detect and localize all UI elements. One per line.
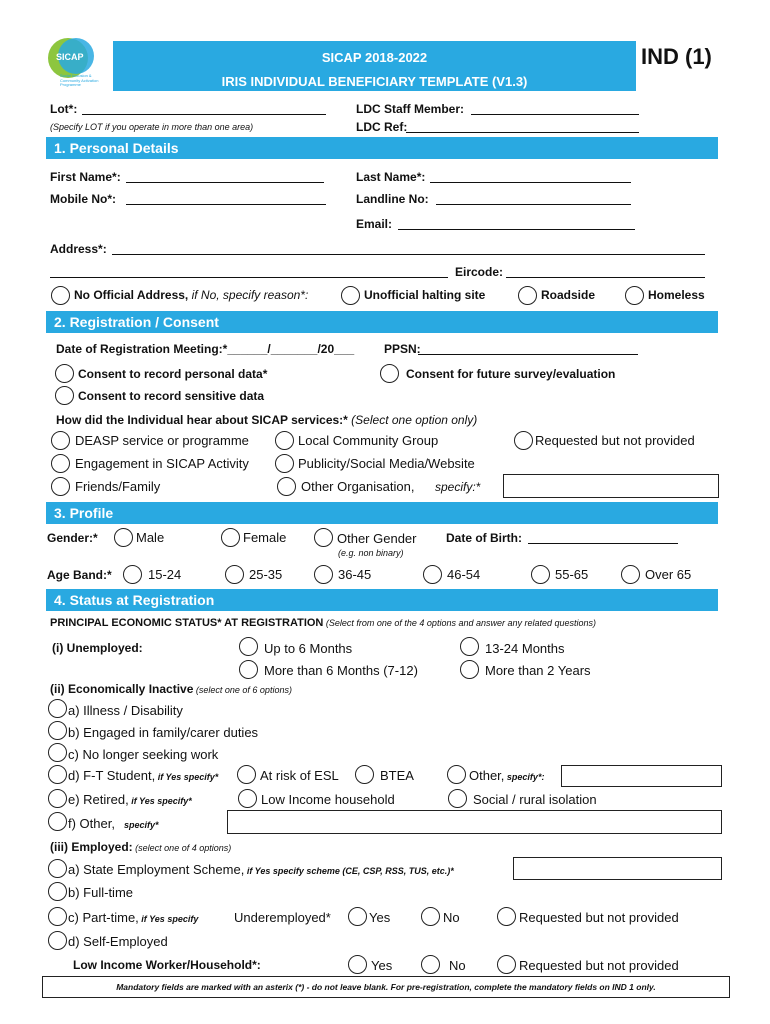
date-registration-label: Date of Registration Meeting:*______/_______/20___ [56,342,355,356]
age-55-65-radio[interactable] [531,565,550,584]
no-official-address-radio[interactable] [51,286,70,305]
inactive-e-radio[interactable] [48,789,67,808]
ldc-staff-field[interactable] [471,103,639,115]
gender-other-note: (e.g. non binary) [338,548,404,558]
address-field-2[interactable] [50,266,448,278]
low-worker-yes-radio[interactable] [348,955,367,974]
consent-sensitive-radio[interactable] [55,386,74,405]
hear-other-radio[interactable] [277,477,296,496]
low-income-household-radio[interactable] [238,789,257,808]
logo-subtext: Social Inclusion & Community Activation Programme [60,73,99,87]
unofficial-halting-label: Unofficial halting site [364,288,486,302]
section-status: 4. Status at Registration [46,589,718,611]
inactive-other-input[interactable] [561,765,722,787]
hear-friends-radio[interactable] [51,477,70,496]
hear-publicity-radio[interactable] [275,454,294,473]
underemployed-no-label: No [443,910,460,925]
hear-other-input[interactable] [503,474,719,498]
unemployed-7-12-label: More than 6 Months (7-12) [264,663,418,678]
eircode-field[interactable] [506,266,705,278]
employed-label: (iii) Employed: (select one of 4 options) [50,840,232,854]
underemployed-requested-label: Requested but not provided [519,910,679,925]
consent-personal-radio[interactable] [55,364,74,383]
hear-question: How did the Individual hear about SICAP services:* (Select one option only) [56,413,478,427]
address-field-1[interactable] [112,243,705,255]
age-band-label: Age Band:* [47,568,112,582]
low-worker-yes-label: Yes [371,958,393,973]
first-name-field[interactable] [126,171,324,183]
gender-female-label: Female [243,530,287,545]
no-official-address-label: No Official Address, if No, specify reason*: [74,288,309,302]
age-25-35-radio[interactable] [225,565,244,584]
dob-field[interactable] [528,532,678,544]
gender-male-radio[interactable] [114,528,133,547]
gender-label: Gender:* [47,531,98,545]
hear-friends-label: Friends/Family [75,479,161,494]
employed-b-label: b) Full-time [68,885,134,900]
header-banner [113,41,636,91]
gender-other-label: Other Gender [337,531,417,546]
age-46-54-radio[interactable] [423,565,442,584]
hear-deasp-radio[interactable] [51,431,70,450]
unemployed-6m-label: Up to 6 Months [264,641,353,656]
unemployed-label: (i) Unemployed: [52,641,143,655]
employed-a-input[interactable] [513,857,722,880]
homeless-radio[interactable] [625,286,644,305]
unemployed-7-12-radio[interactable] [239,660,258,679]
lot-field[interactable] [82,103,326,115]
underemployed-label: Underemployed* [234,910,331,925]
social-isolation-label: Social / rural isolation [473,792,597,807]
principal-status-label: PRINCIPAL ECONOMIC STATUS* AT REGISTRATION (Select from one of the 4 options and answer any related questions) [50,617,597,629]
section-registration-consent: 2. Registration / Consent [46,311,718,333]
age-over-65-radio[interactable] [621,565,640,584]
unemployed-13-24-label: 13-24 Months [485,641,565,656]
underemployed-yes-label: Yes [369,910,391,925]
inactive-label: (ii) Economically Inactive (select one of 6 options) [50,682,292,696]
lot-label: Lot*: [50,102,78,116]
hear-requested-radio[interactable] [514,431,533,450]
employed-a-radio[interactable] [48,859,67,878]
employed-d-radio[interactable] [48,931,67,950]
ldc-staff-label: LDC Staff Member: [356,102,465,116]
landline-label: Landline No: [356,192,429,206]
inactive-a-radio[interactable] [48,699,67,718]
low-worker-requested-radio[interactable] [497,955,516,974]
age-36-45-radio[interactable] [314,565,333,584]
age-46-54-label: 46-54 [447,567,481,582]
email-field[interactable] [398,218,635,230]
hear-lcg-radio[interactable] [275,431,294,450]
last-name-label: Last Name*: [356,170,426,184]
low-worker-no-radio[interactable] [421,955,440,974]
age-over-65-label: Over 65 [645,567,692,582]
logo-text: SICAP [56,52,84,62]
hear-publicity-label: Publicity/Social Media/Website [298,456,475,471]
age-55-65-label: 55-65 [555,567,589,582]
inactive-e-label: e) Retired, if Yes specify* [68,792,192,807]
first-name-label: First Name*: [50,170,121,184]
inactive-b-label: b) Engaged in family/carer duties [68,725,259,740]
header-title-1: SICAP 2018-2022 [321,50,428,65]
inactive-c-label: c) No longer seeking work [68,747,219,762]
inactive-c-radio[interactable] [48,743,67,762]
mobile-label: Mobile No*: [50,192,116,206]
unofficial-halting-radio[interactable] [341,286,360,305]
employed-b-radio[interactable] [48,882,67,901]
esl-radio[interactable] [237,765,256,784]
underemployed-no-radio[interactable] [421,907,440,926]
btea-label: BTEA [380,768,414,783]
hear-lcg-label: Local Community Group [298,433,439,448]
inactive-d-label: d) F-T Student, if Yes specify* [68,768,219,783]
underemployed-requested-radio[interactable] [497,907,516,926]
consent-sensitive-label: Consent to record sensitive data [78,389,265,403]
hear-requested-label: Requested but not provided [535,433,695,448]
underemployed-yes-radio[interactable] [348,907,367,926]
gender-female-radio[interactable] [221,528,240,547]
consent-personal-label: Consent to record personal data* [78,367,268,381]
hear-engagement-label: Engagement in SICAP Activity [75,456,249,471]
mobile-field[interactable] [126,193,326,205]
lot-note: (Specify LOT if you operate in more than one area) [50,122,254,132]
section-personal-details: 1. Personal Details [46,137,718,159]
unemployed-6m-radio[interactable] [239,637,258,656]
form-id: IND (1) [641,44,712,69]
last-name-field[interactable] [430,171,631,183]
gender-male-label: Male [136,530,165,545]
age-15-24-radio[interactable] [123,565,142,584]
btea-radio[interactable] [355,765,374,784]
low-income-worker-label: Low Income Worker/Household*: [73,958,261,972]
eircode-label: Eircode: [455,265,504,279]
inactive-f-input[interactable] [227,810,722,834]
roadside-label: Roadside [541,288,596,302]
employed-a-label: a) State Employment Scheme, if Yes specify scheme (CE, CSP, RSS, TUS, etc.)* [68,862,454,877]
footer-note: Mandatory fields are marked with an asterix (*) - do not leave blank. For pre-registration, complete the mandatory fields on IND 1 only. [42,976,730,998]
section-profile: 3. Profile [46,502,718,524]
inactive-f-label: f) Other, specify* [68,816,159,831]
landline-field[interactable] [436,193,631,205]
ppsn-field[interactable] [418,343,638,355]
employed-d-label: d) Self-Employed [68,934,168,949]
inactive-d-radio[interactable] [48,765,67,784]
social-isolation-radio[interactable] [448,789,467,808]
employed-c-radio[interactable] [48,907,67,926]
esl-label: At risk of ESL [260,768,339,783]
roadside-radio[interactable] [518,286,537,305]
hear-other-label: Other Organisation, [301,479,415,494]
inactive-a-label: a) Illness / Disability [68,703,183,718]
inactive-f-radio[interactable] [48,812,67,831]
ldc-ref-label: LDC Ref: [356,120,408,134]
consent-survey-label: Consent for future survey/evaluation [406,367,616,381]
header-title-2: IRIS INDIVIDUAL BENEFICIARY TEMPLATE (V1.3) [221,74,528,89]
ppsn-label: PPSN: [384,342,421,356]
age-15-24-label: 15-24 [148,567,182,582]
age-36-45-label: 36-45 [338,567,372,582]
ldc-ref-field[interactable] [406,121,639,133]
low-worker-requested-label: Requested but not provided [519,958,679,973]
inactive-b-radio[interactable] [48,721,67,740]
hear-deasp-label: DEASP service or programme [75,433,249,448]
age-25-35-label: 25-35 [249,567,283,582]
email-label: Email: [356,217,393,231]
low-worker-no-label: No [449,958,466,973]
unemployed-2y-label: More than 2 Years [485,663,591,678]
unemployed-13-24-radio[interactable] [460,637,479,656]
inactive-other-label: Other, specify*: [469,768,545,783]
sicap-logo [46,36,104,94]
inactive-other-radio[interactable] [447,765,466,784]
unemployed-2y-radio[interactable] [460,660,479,679]
address-label: Address*: [50,242,107,256]
employed-c-label: c) Part-time, if Yes specify [68,910,199,925]
low-income-household-label: Low Income household [261,792,395,807]
homeless-label: Homeless [648,288,705,302]
hear-engagement-radio[interactable] [51,454,70,473]
gender-other-radio[interactable] [314,528,333,547]
dob-label: Date of Birth: [446,531,522,545]
hear-other-specify: specify:* [435,480,481,494]
consent-survey-radio[interactable] [380,364,399,383]
